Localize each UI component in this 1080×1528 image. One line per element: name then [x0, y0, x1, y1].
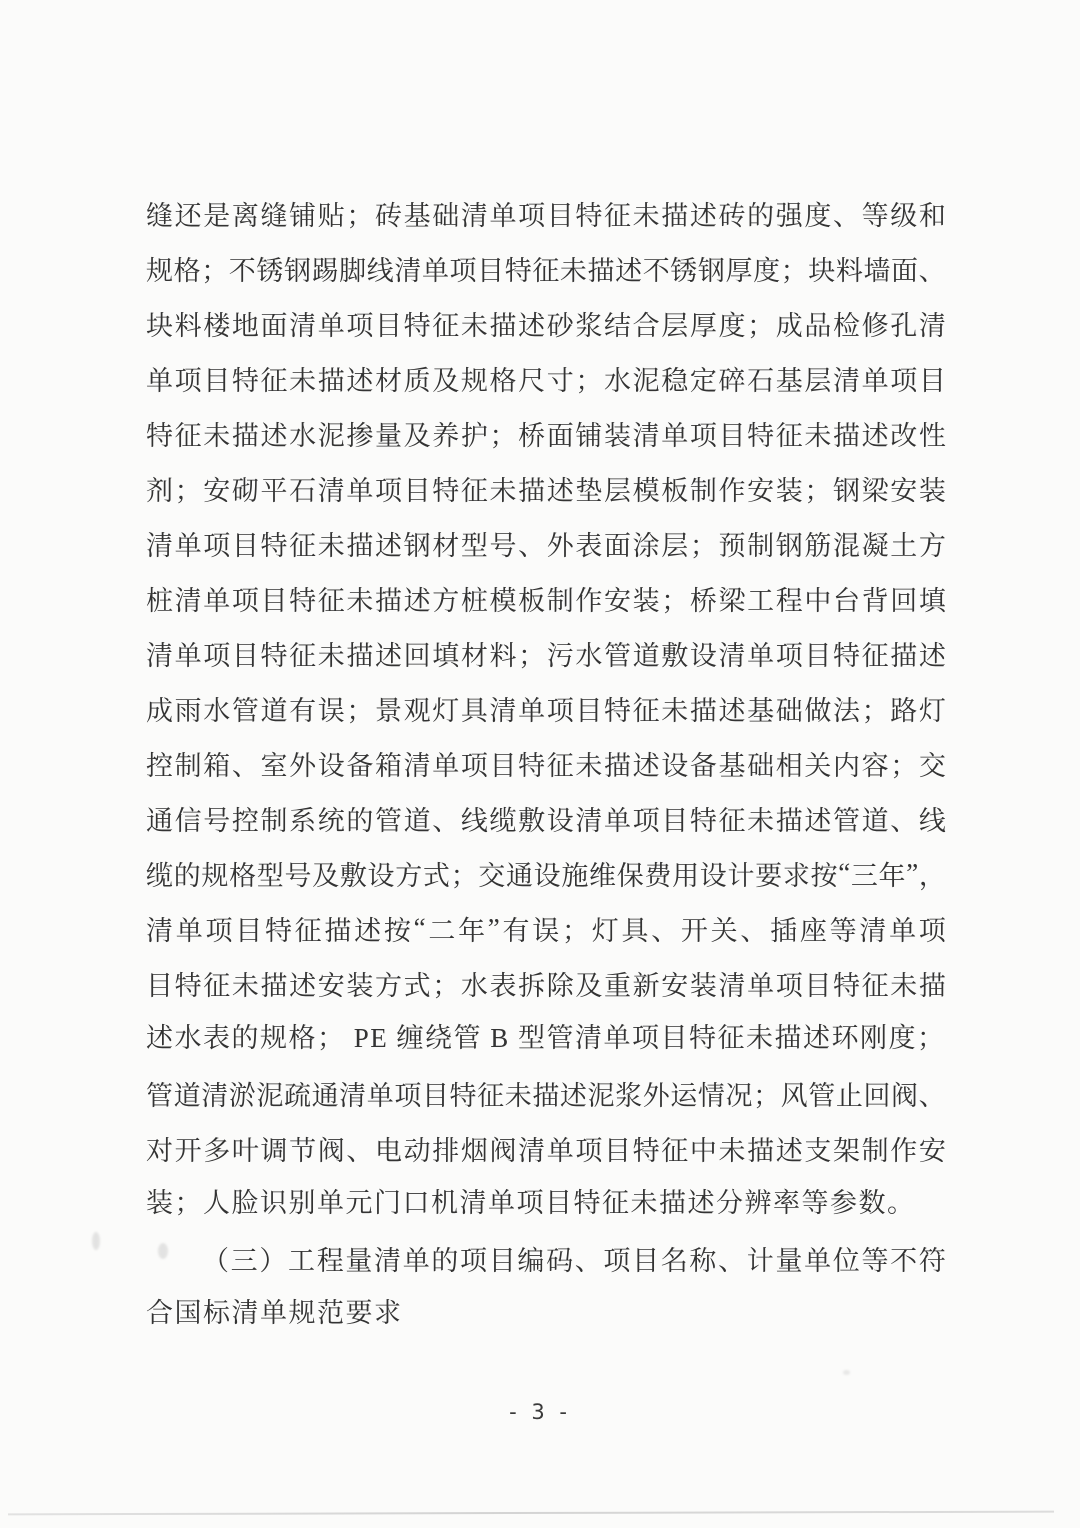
text-line: 单 项 目 特 征 未 描 述 材 质 及 规 格 尺 寸 ； 水 泥 稳 定 碎 石 基 层 清 单 项 目 — [146, 366, 946, 396]
text-line: 管 道 清 淤 泥 疏 通 清 单 项 目 特 征 未 描 述 泥 浆 外 运 情 况 ； 风 管 止 回 阀 、 — [146, 1081, 946, 1111]
text-line: 块 料 楼 地 面 清 单 项 目 特 征 未 描 述 砂 浆 结 合 层 厚 度 ； 成 品 检 修 孔 清 — [146, 311, 946, 341]
text-line: 目 特 征 未 描 述 安 装 方 式 ； 水 表 拆 除 及 重 新 安 装 清 单 项 目 特 征 未 描 — [146, 971, 946, 1001]
scan-smudge — [92, 1232, 100, 1250]
text-line: 清 单 项 目 特 征 未 描 述 回 填 材 料 ； 污 水 管 道 敷 设 清 单 项 目 特 征 描 述 — [146, 641, 946, 671]
text-line: 桩 清 单 项 目 特 征 未 描 述 方 桩 模 板 制 作 安 装 ； 桥 梁 工 程 中 台 背 回 填 — [146, 586, 946, 616]
text-line: 装；人脸识别单元门口机清单项目特征未描述分辨率等参数。 — [146, 1188, 916, 1218]
text-line: 清 单 项 目 特 征 未 描 述 钢 材 型 号 、 外 表 面 涂 层 ； 预 制 钢 筋 混 凝 土 方 — [146, 531, 946, 561]
text-line: 缆 的 规 格 型 号 及 敷 设 方 式 ； 交 通 设 施 维 保 费 用 设 计 要 求 按 “ 三 年 ” ， — [146, 858, 946, 891]
text-line: 规 格 ； 不 锈 钢 踢 脚 线 清 单 项 目 特 征 未 描 述 不 锈 钢 厚 度 ； 块 料 墙 面 、 — [146, 256, 946, 286]
text-line: 述水表的规格； PE 缠绕管 B 型管清单项目特征未描述环刚度； — [146, 1023, 946, 1053]
text-line: 缝 还 是 离 缝 铺 贴 ； 砖 基 础 清 单 项 目 特 征 未 描 述 砖 的 强 度 、 等 级 和 — [146, 201, 946, 231]
text-line: 对 开 多 叶 调 节 阀 、 电 动 排 烟 阀 清 单 项 目 特 征 中 未 描 述 支 架 制 作 安 — [146, 1136, 946, 1166]
text-line: 清 单 项 目 特 征 描 述 按 “ 二 年 ” 有 误 ； 灯 具 、 开 关 、 插 座 等 清 单 项 — [146, 913, 946, 946]
text-line: 特 征 未 描 述 水 泥 掺 量 及 养 护 ； 桥 面 铺 装 清 单 项 目 特 征 未 描 述 改 性 — [146, 421, 946, 451]
scan-artifact-line — [8, 1511, 1054, 1516]
scan-smudge — [158, 1243, 168, 1259]
text-line: 控 制 箱 、 室 外 设 备 箱 清 单 项 目 特 征 未 描 述 设 备 基 础 相 关 内 容 ； 交 — [146, 751, 946, 781]
body-text — [146, 186, 946, 1341]
text-line: 成 雨 水 管 道 有 误 ； 景 观 灯 具 清 单 项 目 特 征 未 描 述 基 础 做 法 ； 路 灯 — [146, 696, 946, 726]
text-line: 合国标清单规范要求 — [146, 1298, 403, 1328]
text-line: （ 三 ） 工 程 量 清 单 的 项 目 编 码 、 项 目 名 称 、 计 量 单 位 等 不 符 — [202, 1246, 946, 1276]
text-line: 剂 ； 安 砌 平 石 清 单 项 目 特 征 未 描 述 垫 层 模 板 制 作 安 装 ； 钢 梁 安 装 — [146, 476, 946, 506]
page-number: - 3 - — [509, 1400, 571, 1424]
scan-smudge — [843, 1370, 850, 1375]
text-line: 通 信 号 控 制 系 统 的 管 道 、 线 缆 敷 设 清 单 项 目 特 征 未 描 述 管 道 、 线 — [146, 806, 946, 836]
